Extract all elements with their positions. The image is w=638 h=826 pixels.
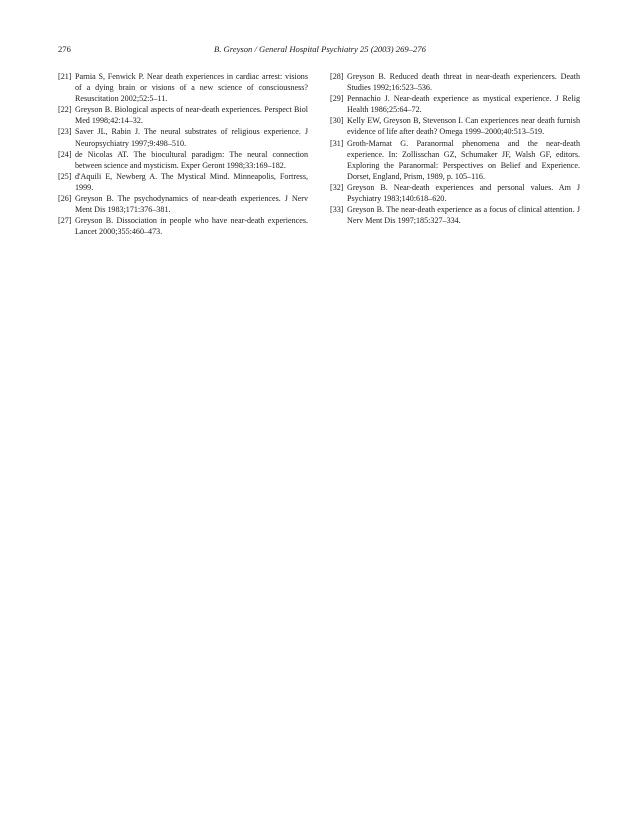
reference-number: [32]	[330, 182, 344, 192]
reference-text: de Nicolas AT. The biocultural paradigm: The neural connection between science and mysticism. Exper Geront 1998;33:169–182.	[75, 149, 308, 170]
reference-number: [27]	[58, 216, 72, 226]
reference-number: [29]	[330, 94, 344, 104]
references-left-column	[58, 71, 308, 237]
reference-number: [23]	[58, 127, 72, 137]
reference-number: [28]	[330, 72, 344, 81]
reference-item	[58, 215, 308, 237]
reference-text: Pennachio J. Near-death experience as mystical experience. J Relig Health 1986;25:64–72.	[347, 94, 580, 115]
reference-number: [22]	[58, 105, 72, 115]
reference-text: Parnia S, Fenwick P. Near death experiences in cardiac arrest: visions of a dying brain or visions of a new science of consciousness? Resuscitation 2002;52:5–11.	[75, 72, 308, 104]
reference-text: Kelly EW, Greyson B, Stevenson I. Can experiences near death furnish evidence of life after death? Omega 1999–2000;40:513–519.	[347, 116, 580, 137]
reference-item	[58, 193, 308, 215]
reference-number: [33]	[330, 205, 344, 215]
reference-number: [26]	[58, 194, 72, 204]
reference-text: Greyson B. Dissociation in people who have near-death experiences. Lancet 2000;355:460–473.	[75, 216, 308, 237]
reference-item	[58, 171, 308, 193]
reference-text: Greyson B. Reduced death threat in near-death experiencers. Death Studies 1992;16:523–536.	[347, 72, 580, 93]
page-number: 276	[58, 44, 71, 54]
reference-item	[330, 138, 580, 182]
reference-number: [24]	[58, 149, 72, 159]
running-head: B. Greyson / General Hospital Psychiatry 25 (2003) 269–276	[214, 44, 426, 54]
reference-item	[58, 149, 308, 171]
reference-text: Greyson B. Biological aspects of near-death experiences. Perspect Biol Med 1998;42:14–32.	[75, 105, 308, 126]
reference-text: Groth-Marnat G. Paranormal phenomena and the near-death experience. In: Zollisschan GZ, Schumaker JF, Walsh GF, editors. Exploring the Paranormal: Perspectives on Belief and Experience. Dorset, England, Prism, 1989, p. 105–116.	[347, 138, 580, 181]
reference-item	[330, 93, 580, 115]
reference-text: Greyson B. Near-death experiences and personal values. Am J Psychiatry 1983;140:618–620.	[347, 182, 580, 204]
reference-number: [31]	[330, 138, 344, 148]
reference-item	[58, 71, 308, 104]
reference-item	[58, 126, 308, 148]
references-right-column	[330, 71, 580, 226]
reference-text: Greyson B. The psychodynamics of near-death experiences. J Nerv Ment Dis 1983;171:376–381.	[75, 194, 308, 215]
reference-text: d'Aquili E, Newberg A. The Mystical Mind. Minneapolis, Fortress, 1999.	[75, 171, 308, 192]
reference-text: Saver JL, Rabin J. The neural substrates of religious experience. J Neuropsychiatry 1997;9:498–510.	[75, 127, 308, 148]
reference-number: [21]	[58, 72, 72, 81]
reference-number: [30]	[330, 116, 344, 126]
reference-text: Greyson B. The near-death experience as a focus of clinical attention. J Nerv Ment Dis 1997;185:327–334.	[347, 205, 580, 226]
page-header	[58, 43, 580, 55]
reference-item	[58, 104, 308, 126]
reference-item	[330, 182, 580, 204]
reference-item	[330, 204, 580, 226]
reference-number: [25]	[58, 171, 72, 181]
reference-item	[330, 71, 580, 93]
reference-item	[330, 115, 580, 137]
